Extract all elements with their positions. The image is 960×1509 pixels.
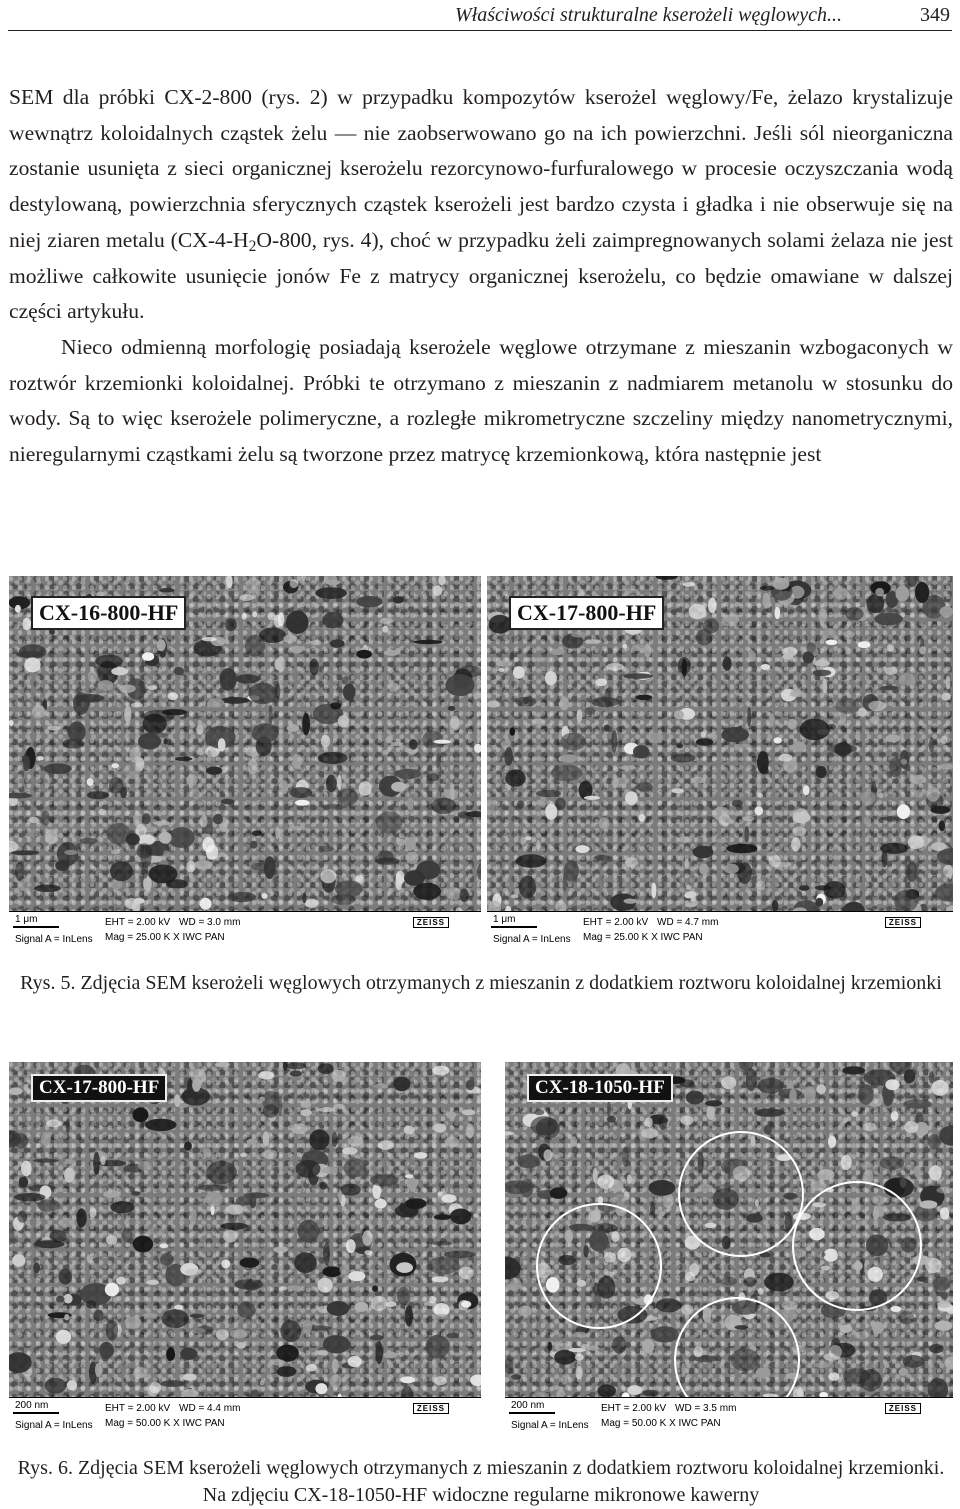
mag-text: Mag = 25.00 K X IWC PAN	[105, 932, 225, 943]
sem-image-cx-17-800-hf-200nm	[9, 1062, 481, 1434]
scale-bar	[13, 1412, 59, 1414]
sem-data-bar	[9, 911, 481, 948]
page-number: 349	[920, 4, 950, 26]
paragraph-1-part-b: O-800, rys. 4), choć w przypadku żeli zaimpregnowanych solami żelaza nie jest możliwe całkowite usunięcie jonów Fe z matrycy organicznej kserożelu, co będzie omawiane w dalszej części artykułu.	[9, 227, 954, 324]
sample-label: CX-17-800-HF	[509, 596, 664, 630]
zeiss-logo: ZEISS	[885, 1403, 921, 1414]
eht-text: EHT = 2.00 kV	[601, 1403, 667, 1414]
signal-text: Signal A = InLens	[493, 934, 571, 945]
scale-value: 1 μm	[15, 914, 38, 925]
wd-text: WD = 3.5 mm	[675, 1403, 737, 1414]
body-text	[9, 80, 953, 473]
sem-image-cx-16-800-hf	[9, 576, 481, 948]
sem-data-bar	[505, 1397, 953, 1434]
mag-text: Mag = 25.00 K X IWC PAN	[583, 932, 703, 943]
figure-6-caption: Rys. 6. Zdjęcia SEM kserożeli węglowych otrzymanych z mieszanin z dodatkiem roztworu koloidalnej krzemionki. Na zdjęciu CX-18-1050-HF widoczne regularne mikronowe kawerny	[17, 1457, 945, 1506]
signal-text: Signal A = InLens	[15, 1420, 93, 1431]
zeiss-logo: ZEISS	[413, 917, 449, 928]
paragraph-1-part-a: SEM dla próbki CX-2-800 (rys. 2) w przypadku kompozytów kserożel węglowy/Fe, żelazo krystalizuje wewnątrz koloidalnych cząstek żelu — nie zaobserwowano go na ich powierzchni. Jeśli sól nieorganiczna zostanie usunięta z sieci organicznej kserożelu rezorcynowo-furfuralowego w procesie oczyszczania wodą destylowaną, powierzchnia sferycznych cząstek kserożeli jest bardzo czysta i gładka i nie obserwuje się na niej ziaren metalu (CX-4-H	[9, 85, 953, 252]
wd-text: WD = 4.4 mm	[179, 1403, 241, 1414]
signal-text: Signal A = InLens	[15, 934, 93, 945]
scale-bar	[13, 926, 59, 928]
sample-label: CX-17-800-HF	[31, 1074, 167, 1102]
eht-text: EHT = 2.00 kV	[583, 917, 649, 928]
subscript-2: 2	[248, 237, 257, 255]
mag-text: Mag = 50.00 K X IWC PAN	[105, 1418, 225, 1429]
paragraph-1	[9, 80, 953, 330]
sem-texture	[505, 1062, 953, 1398]
mag-text: Mag = 50.00 K X IWC PAN	[601, 1418, 721, 1429]
sem-data-bar	[487, 911, 953, 948]
scale-bar	[491, 926, 537, 928]
wd-text: WD = 4.7 mm	[657, 917, 719, 928]
zeiss-logo: ZEISS	[885, 917, 921, 928]
wd-text: WD = 3.0 mm	[179, 917, 241, 928]
sample-label: CX-18-1050-HF	[527, 1074, 673, 1102]
scale-value: 200 nm	[15, 1400, 49, 1411]
figure-5-caption: Rys. 5. Zdjęcia SEM kserożeli węglowych otrzymanych z mieszanin z dodatkiem roztworu koloidalnej krzemionki	[20, 972, 942, 994]
cavity-circle	[679, 1132, 803, 1256]
zeiss-logo: ZEISS	[413, 1403, 449, 1414]
sem-data-bar	[9, 1397, 481, 1434]
paragraph-2: Nieco odmienną morfologię posiadają kserożele węglowe otrzymane z mieszanin wzbogaconych w roztwór krzemionki koloidalnej. Próbki te otrzymano z mieszanin z nadmiarem metanolu w stosunku do wody. Są to więc kserożele polimeryczne, a rozległe mikrometryczne szczeliny między nanometrycznymi, nieregularnymi cząstkami żelu są tworzone przez matrycę krzemionkową, która następnie jest	[9, 334, 953, 467]
scale-bar	[509, 1412, 555, 1414]
running-title: Właściwości strukturalne kserożeli węglowych...	[455, 4, 842, 26]
eht-text: EHT = 2.00 kV	[105, 1403, 171, 1414]
signal-text: Signal A = InLens	[511, 1420, 589, 1431]
eht-text: EHT = 2.00 kV	[105, 917, 171, 928]
figure-5	[9, 576, 953, 948]
scale-value: 1 μm	[493, 914, 516, 925]
figure-6	[9, 1062, 953, 1434]
sem-texture	[9, 1062, 481, 1398]
sample-label: CX-16-800-HF	[31, 596, 186, 630]
running-header	[8, 0, 952, 31]
scale-value: 200 nm	[511, 1400, 545, 1411]
sem-image-cx-18-1050-hf	[505, 1062, 953, 1434]
sem-image-cx-17-800-hf	[487, 576, 953, 948]
